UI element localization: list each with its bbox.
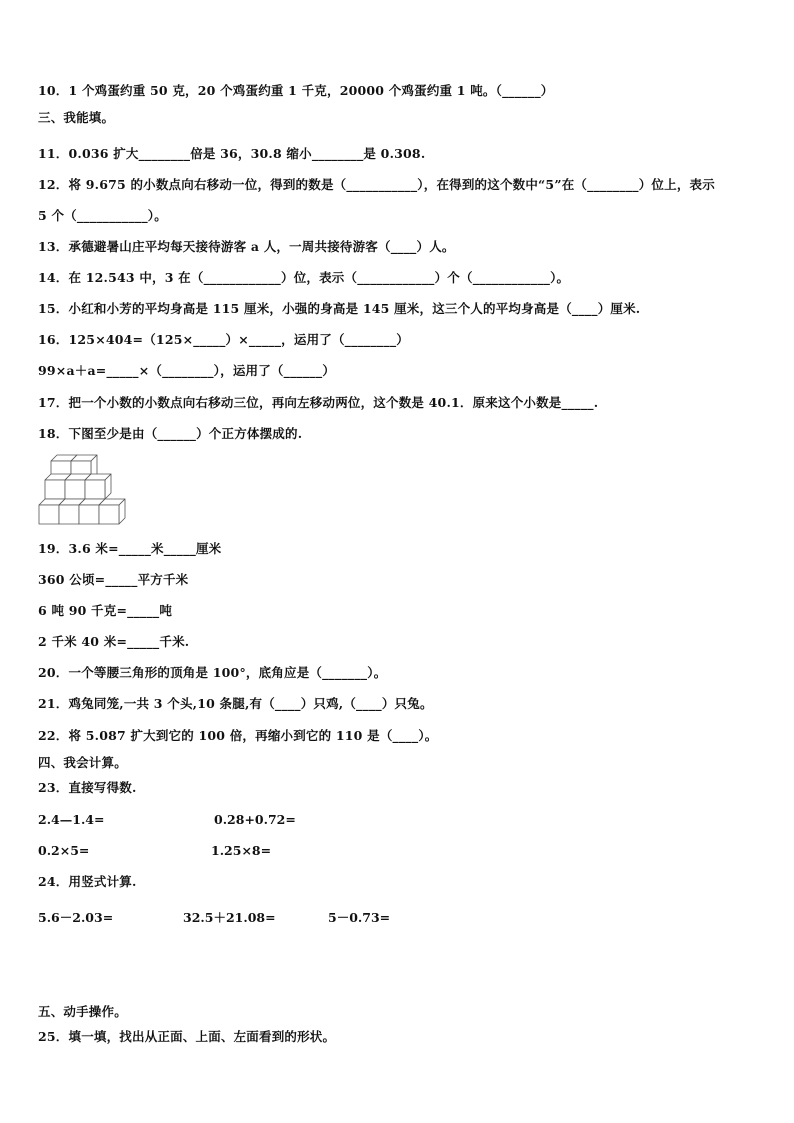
question-20: 20．一个等腰三角形的顶角是 100°，底角应是（_______）。 — [38, 665, 387, 680]
calc-23-r2c2: 1.25×8= — [211, 843, 272, 858]
question-19-line-2: 360 公顷=_____平方千米 — [38, 572, 189, 587]
calc-23-r2c1: 0.2×5= — [38, 843, 90, 858]
section-3-heading: 三、我能填。 — [38, 110, 115, 125]
question-16-line-2: 99×a＋a=_____×（________），运用了（______） — [38, 363, 336, 378]
question-22: 22．将 5.087 扩大到它的 100 倍，再缩小到它的 110 是（____）。 — [38, 728, 438, 743]
question-12-line-1: 12．将 9.675 的小数点向右移动一位，得到的数是（___________），在得到的这个数中“5”在（________）位上，表示 — [38, 177, 715, 192]
calc-24-item-1: 5.6－2.03= — [38, 910, 114, 925]
cube-stack-figure — [38, 450, 130, 530]
question-18: 18．下图至少是由（______）个正方体摆成的. — [38, 426, 303, 441]
question-24: 24．用竖式计算. — [38, 874, 137, 889]
question-19-line-1: 19．3.6 米=_____米_____厘米 — [38, 541, 222, 556]
calc-24-item-2: 32.5＋21.08= — [183, 910, 276, 925]
calc-23-r1c2: 0.28+0.72= — [214, 812, 296, 827]
question-19-line-3: 6 吨 90 千克=_____吨 — [38, 603, 173, 618]
question-11: 11．0.036 扩大________倍是 36，30.8 缩小________是 0.308. — [38, 146, 426, 161]
question-12-line-2: 5 个（___________）。 — [38, 208, 167, 223]
question-13: 13．承德避暑山庄平均每天接待游客 a 人，一周共接待游客（____）人。 — [38, 239, 455, 254]
question-10: 10．1 个鸡蛋约重 50 克，20 个鸡蛋约重 1 千克，20000 个鸡蛋约重 1 吨。（______） — [38, 83, 554, 98]
question-23: 23．直接写得数. — [38, 780, 137, 795]
calc-23-r1c1: 2.4—1.4= — [38, 812, 105, 827]
calc-24-item-3: 5－0.73= — [328, 910, 391, 925]
question-16-line-1: 16．125×404=（125×_____）×_____，运用了（________） — [38, 332, 409, 347]
section-5-heading: 五、动手操作。 — [38, 1004, 127, 1019]
question-25: 25．填一填，找出从正面、上面、左面看到的形状。 — [38, 1029, 336, 1044]
question-15: 15．小红和小芳的平均身高是 115 厘米，小强的身高是 145 厘米，这三个人的平均身高是（____）厘米. — [38, 301, 641, 316]
section-4-heading: 四、我会计算。 — [38, 755, 127, 770]
question-17: 17．把一个小数的小数点向右移动三位，再向左移动两位，这个数是 40.1．原来这个小数是_____. — [38, 395, 599, 410]
question-19-line-4: 2 千米 40 米=_____千米. — [38, 634, 190, 649]
question-14: 14．在 12.543 中，3 在（____________）位，表示（____________）个（____________）。 — [38, 270, 570, 285]
question-21: 21．鸡兔同笼,一共 3 个头,10 条腿,有（____）只鸡,（____）只兔。 — [38, 696, 433, 711]
cube — [99, 499, 125, 524]
cube — [85, 474, 111, 499]
